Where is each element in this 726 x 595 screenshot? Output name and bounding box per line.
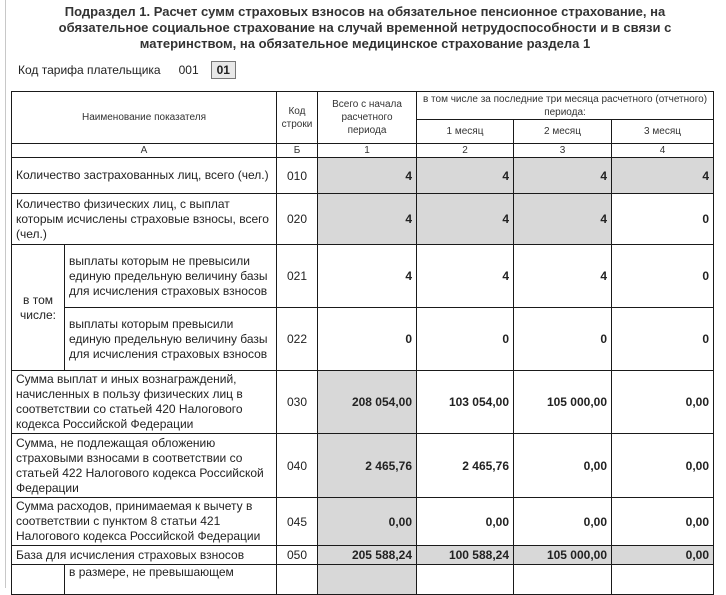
- group-label-continued: [12, 565, 65, 595]
- month-2-value[interactable]: 0: [514, 308, 612, 371]
- contributions-table: [11, 91, 714, 595]
- row-code: 050: [277, 546, 318, 565]
- row-label: Сумма расходов, принимаемая к вычету в соответствии с пунктом 8 статьи 421 Налогового кодекса Российской Федерации: [12, 498, 277, 546]
- total-value[interactable]: 4: [318, 245, 417, 308]
- row-label: Сумма выплат и иных вознаграждений, начисленных в пользу физических лиц в соответствии со статьей 420 Налогового кодекса Российской Федерации: [12, 371, 277, 434]
- month-3-value[interactable]: 0,00: [612, 498, 714, 546]
- total-value[interactable]: 4: [318, 194, 417, 245]
- row-code: 021: [277, 245, 318, 308]
- header-name: Наименование показателя: [12, 92, 277, 144]
- month-1-value[interactable]: 0: [417, 308, 514, 371]
- group-label: в том числе:: [12, 245, 65, 371]
- row-label: База для исчисления страховых взносов: [12, 546, 277, 565]
- total-value[interactable]: 208 054,00: [318, 371, 417, 434]
- table-row: [12, 498, 714, 546]
- month-1-value[interactable]: 4: [417, 245, 514, 308]
- row-code: 020: [277, 194, 318, 245]
- table-row: [12, 194, 714, 245]
- month-3-value[interactable]: 0,00: [612, 434, 714, 498]
- column-index-1: 1: [318, 144, 417, 158]
- header-code: Код строки: [277, 92, 318, 144]
- table-row: [12, 308, 714, 371]
- total-value[interactable]: 0,00: [318, 498, 417, 546]
- row-label: Количество физических лиц, с выплат которым исчислены страховые взносы, всего (чел.): [12, 194, 277, 245]
- row-code: [277, 565, 318, 595]
- month-1-value[interactable]: 2 465,76: [417, 434, 514, 498]
- month-3-value[interactable]: 0: [612, 245, 714, 308]
- month-2-value[interactable]: 0,00: [514, 498, 612, 546]
- row-label: в размере, не превышающем: [65, 565, 277, 595]
- month-1-value[interactable]: 103 054,00: [417, 371, 514, 434]
- month-3-value[interactable]: 0: [612, 194, 714, 245]
- tariff-label: Код тарифа плательщика: [18, 63, 161, 77]
- tariff-code-field[interactable]: 01: [211, 61, 236, 79]
- section-title: Подраздел 1. Расчет сумм страховых взносов на обязательное пенсионное страхование, на обязательное социальное страхование на случай временной нетрудоспособности и в связи с материнством, на обязательное медицинское страхование раздела 1: [58, 4, 672, 51]
- month-1-value[interactable]: 4: [417, 158, 514, 194]
- month-2-value[interactable]: 4: [514, 158, 612, 194]
- month-1-value[interactable]: 100 588,24: [417, 546, 514, 565]
- table-row: [12, 245, 714, 308]
- row-label: выплаты которым превысили единую предельную величину базы для исчисления страховых взносов: [65, 308, 277, 371]
- total-value[interactable]: 205 588,24: [318, 546, 417, 565]
- table-row: [12, 565, 714, 595]
- month-1-value[interactable]: 4: [417, 194, 514, 245]
- month-2-value[interactable]: 105 000,00: [514, 371, 612, 434]
- month-3-value[interactable]: [612, 565, 714, 595]
- total-value[interactable]: 4: [318, 158, 417, 194]
- header-last-three-months: в том числе за последние три месяца расчетного (отчетного) периода:: [417, 92, 714, 120]
- month-3-value[interactable]: 0,00: [612, 371, 714, 434]
- table-row: [12, 158, 714, 194]
- month-2-value[interactable]: 4: [514, 194, 612, 245]
- table-row: [12, 546, 714, 565]
- page-left-border: [5, 0, 6, 588]
- row-code: 022: [277, 308, 318, 371]
- total-value[interactable]: 0: [318, 308, 417, 371]
- tariff-line-code: 001: [178, 63, 199, 77]
- column-index-a: А: [12, 144, 277, 158]
- header-month-1: 1 месяц: [417, 120, 514, 144]
- tariff-code-row: [18, 61, 236, 79]
- month-1-value[interactable]: 0,00: [417, 498, 514, 546]
- header-month-3: 3 месяц: [612, 120, 714, 144]
- column-index-4: 4: [612, 144, 714, 158]
- row-code: 045: [277, 498, 318, 546]
- row-code: 010: [277, 158, 318, 194]
- month-2-value[interactable]: 0,00: [514, 434, 612, 498]
- table-row: [12, 434, 714, 498]
- row-code: 040: [277, 434, 318, 498]
- column-index-3: 3: [514, 144, 612, 158]
- column-index-2: 2: [417, 144, 514, 158]
- month-2-value[interactable]: 4: [514, 245, 612, 308]
- row-label: выплаты которым не превысили единую предельную величину базы для исчисления страховых взносов: [65, 245, 277, 308]
- month-2-value[interactable]: [514, 565, 612, 595]
- header-month-2: 2 месяц: [514, 120, 612, 144]
- column-index-b: Б: [277, 144, 318, 158]
- table-row: [12, 371, 714, 434]
- month-3-value[interactable]: 4: [612, 158, 714, 194]
- total-value[interactable]: 2 465,76: [318, 434, 417, 498]
- month-3-value[interactable]: 0: [612, 308, 714, 371]
- row-label: Сумма, не подлежащая обложению страховыми взносами в соответствии со статьей 422 Налогового кодекса Российской Федерации: [12, 434, 277, 498]
- month-1-value[interactable]: [417, 565, 514, 595]
- month-2-value[interactable]: 105 000,00: [514, 546, 612, 565]
- row-code: 030: [277, 371, 318, 434]
- total-value[interactable]: [318, 565, 417, 595]
- header-total: Всего с начала расчетного периода: [318, 92, 417, 144]
- row-label: Количество застрахованных лиц, всего (чел.): [12, 158, 277, 194]
- month-3-value[interactable]: 0,00: [612, 546, 714, 565]
